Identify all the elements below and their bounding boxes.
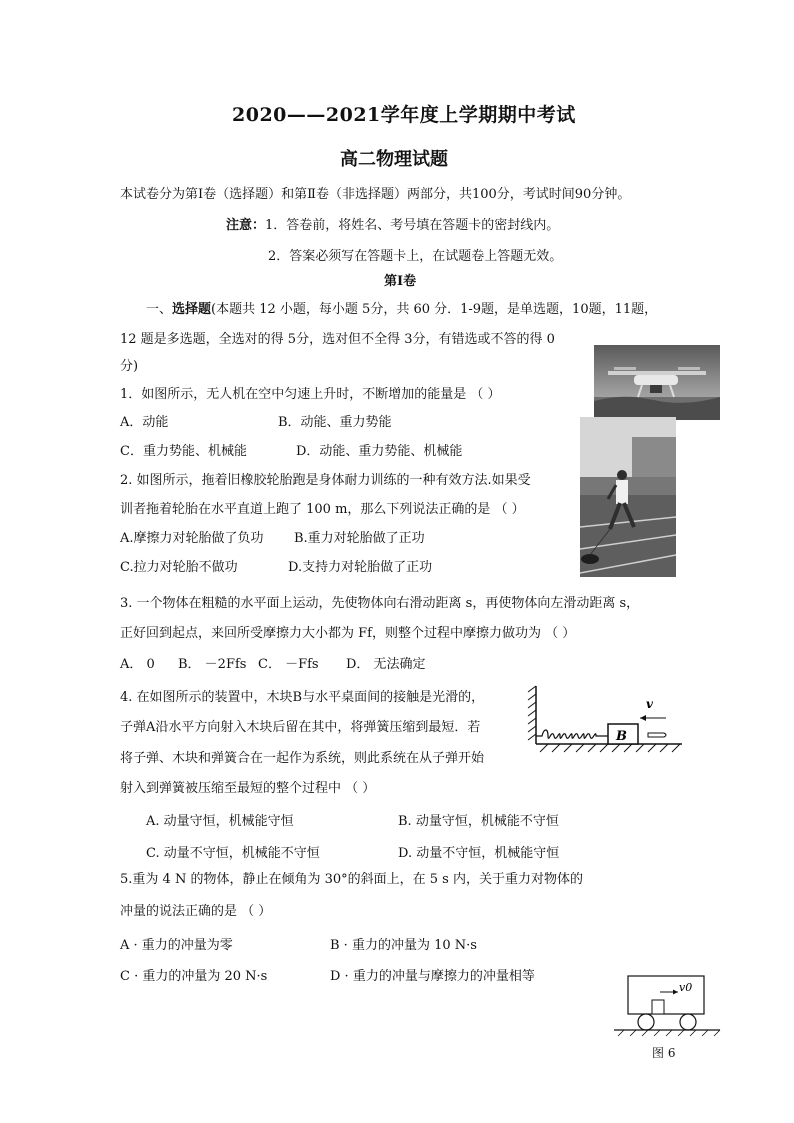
q2-option-c: C.拉力对轮胎不做功 — [120, 560, 238, 575]
page-subtitle: 高二物理试题 — [340, 149, 448, 170]
q5-option-c: C · 重力的冲量为 20 N·s — [120, 969, 268, 984]
velocity-arrow — [640, 715, 646, 721]
q1-option-b: B．动能、重力势能 — [278, 415, 392, 430]
q3-option-d: D． 无法确定 — [346, 657, 426, 672]
q1-stem: 1．如图所示，无人机在空中匀速上升时，不断增加的能量是 （ ） — [120, 387, 501, 402]
q3-option-a: A． 0 — [120, 657, 155, 672]
q2-line-1: 2. 如图所示，拖着旧橡胶轮胎跑是身体耐力训练的一种有效方法.如果受 — [120, 473, 531, 488]
q5-line-2: 冲量的说法正确的是 （ ） — [120, 904, 272, 919]
q4-option-d: D. 动量不守恒，机械能守恒 — [398, 846, 560, 861]
q2-option-b: B.重力对轮胎做了正功 — [294, 531, 425, 546]
q4-figure — [526, 682, 686, 760]
q2-line-2: 训者拖着轮胎在水平直道上跑了 100 m，那么下列说法正确的是 （ ） — [120, 502, 525, 517]
q3-option-b: B． －2Ffs — [178, 657, 247, 672]
q3-line-1: 3. 一个物体在粗糙的水平面上运动，先使物体向右滑动距离 s，再使物体向左滑动距离 s， — [120, 596, 640, 611]
spring-block-diagram — [526, 682, 686, 760]
runner-illustration — [580, 417, 676, 577]
q1-option-d: D．动能、重力势能、机械能 — [296, 444, 463, 459]
notice-line-1 — [226, 217, 559, 235]
block-label: B — [616, 729, 627, 744]
q3-option-c: C． －Ffs — [258, 657, 319, 672]
q5-line-1: 5.重为 4 N 的物体，静止在倾角为 30°的斜面上，在 5 s 内，关于重力对物体的 — [120, 872, 583, 887]
q5-option-d: D · 重力的冲量与摩擦力的冲量相等 — [330, 969, 535, 984]
notice-label: 注意： — [226, 218, 266, 233]
q2-option-d: D.支持力对轮胎做了正功 — [288, 560, 433, 575]
part1-text-1: (本题共 12 小题，每小题 5分，共 60 分．1-9题，是单选题，10题，11题， — [211, 302, 658, 317]
q4-line-3: 将子弹、木块和弹簧合在一起作为系统，则此系统在从子弹开始 — [120, 751, 485, 766]
part1-line-2: 12 题是多选题，全选对的得 5分，选对但不全得 3分，有错选或不答的得 0 — [120, 332, 555, 347]
cart-diagram — [612, 972, 722, 1042]
part1-line-3: 分) — [120, 359, 139, 374]
drone-illustration — [594, 345, 720, 420]
page-title: 2020——2021学年度上学期期中考试 — [232, 104, 576, 126]
q4-option-a: A. 动量守恒，机械能守恒 — [146, 814, 294, 829]
q3-line-2: 正好回到起点，来回所受摩擦力大小都为 Ff，则整个过程中摩擦力做功为 （ ） — [120, 626, 576, 641]
notice-item-1: 1．答卷前，将姓名、考号填在答题卡的密封线内。 — [265, 218, 560, 233]
q5-option-a: A · 重力的冲量为零 — [120, 938, 233, 953]
figure-6 — [612, 972, 722, 1064]
q2-option-a: A.摩擦力对轮胎做了负功 — [120, 531, 264, 546]
section-heading: 第Ⅰ卷 — [384, 274, 417, 289]
q4-line-4: 射入到弹簧被压缩至最短的整个过程中 （ ） — [120, 781, 376, 796]
q4-line-1: 4. 在如图所示的装置中，木块B与水平桌面间的接触是光滑的， — [120, 690, 485, 705]
drone-photo — [594, 345, 720, 420]
exam-intro: 本试卷分为第Ⅰ卷（选择题）和第Ⅱ卷（非选择题）两部分，共100分，考试时间90分钟。 — [120, 187, 631, 202]
q4-option-b: B. 动量守恒，机械能不守恒 — [398, 814, 559, 829]
velocity-label: v — [646, 697, 653, 711]
q4-option-c: C. 动量不守恒，机械能不守恒 — [146, 846, 320, 861]
part1-prefix: 一、 — [146, 302, 173, 317]
figure-6-caption: 图 6 — [652, 1046, 676, 1060]
notice-item-2: 2．答案必须写在答题卡上，在试题卷上答题无效。 — [268, 249, 563, 264]
part1-line-1 — [146, 301, 657, 319]
q5-option-b: B · 重力的冲量为 10 N·s — [330, 938, 477, 953]
part1-label: 选择题 — [172, 302, 212, 317]
q4-line-2: 子弹A沿水平方向射入木块后留在其中，将弹簧压缩到最短．若 — [120, 720, 481, 735]
q1-option-c: C．重力势能、机械能 — [120, 444, 247, 459]
runner-photo — [580, 417, 676, 577]
v0-label: v0 — [679, 981, 693, 994]
q1-option-a: A．动能 — [120, 415, 169, 430]
